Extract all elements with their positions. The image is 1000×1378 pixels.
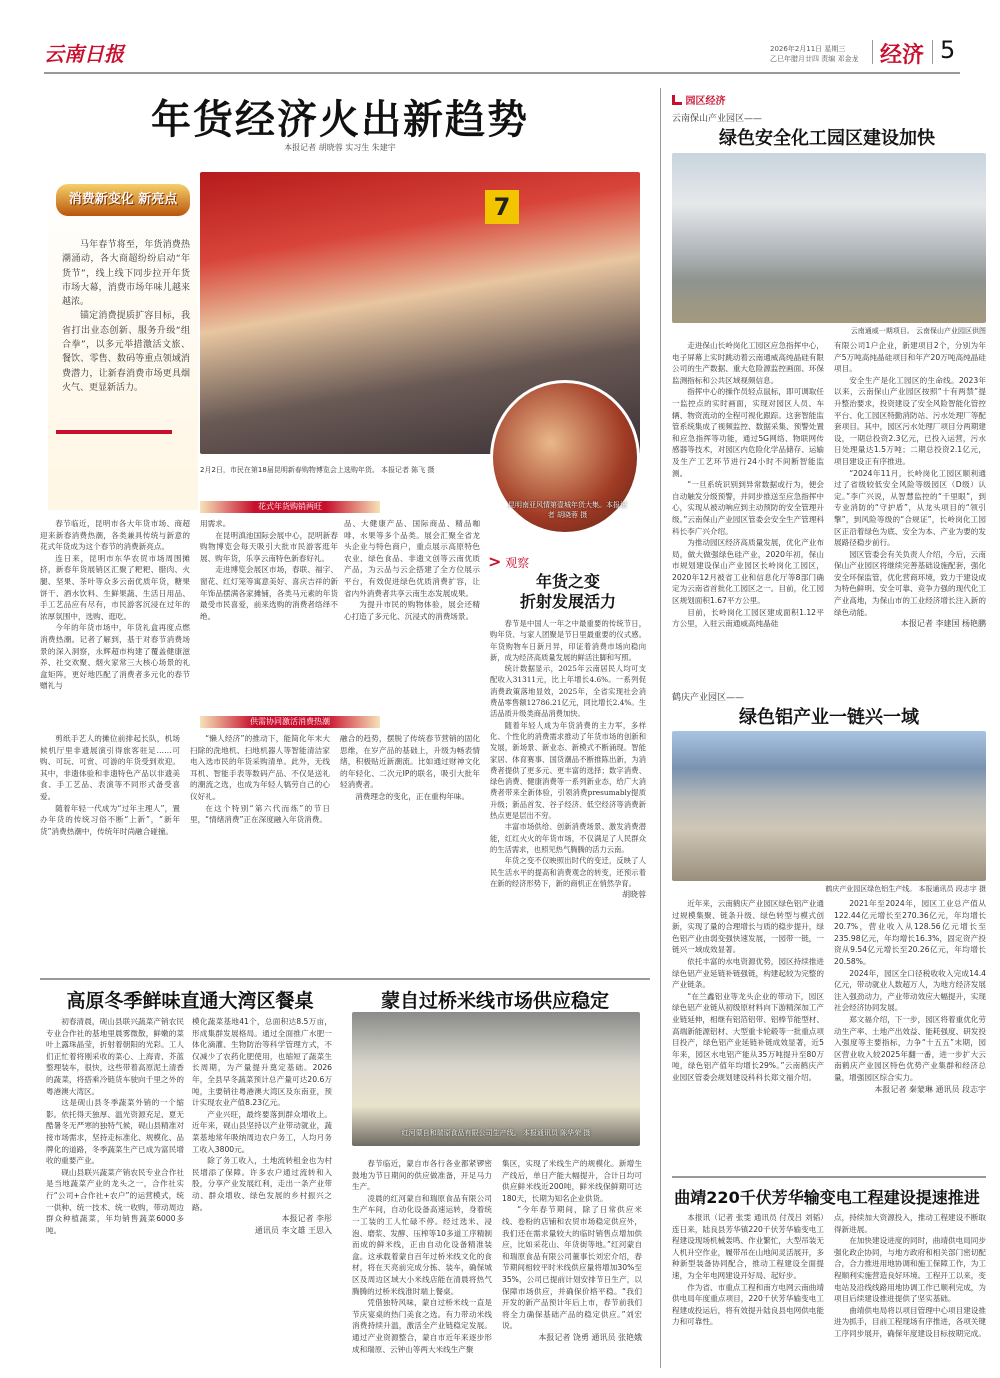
qujing-col-2 — [834, 1212, 986, 1340]
lunar-date: 乙巳年腊月廿四 — [770, 55, 819, 63]
para: 春节临近，蒙自市各行各业都紧锣密鼓地为节日期间的供应做准备，开足马力生产。 — [352, 1159, 492, 1192]
para: “一旦系统识别到异常数据或行为，便会自动触发分级预警，并同步推送至应急指挥中心，实现从被动响应到主动预防的安全管理升级。”云南保山产业园区管委会安全生产管理科科长李广兴介绍。 — [672, 480, 825, 536]
plateau-byline: 本报记者 李彤 — [281, 1214, 332, 1224]
page-number: 5 — [940, 36, 956, 64]
para: “2024年11月，长岭岗化工园区顺利通过了省级较低安全风险等级园区（D级）认定。”李广兴说，从智慧监控的“千里眼”，到专业消防的“守护盾”，从龙头项目的“领引擎”，到风险等级的“合规证”，长岭岗化工园区正沿着绿色为底、安全为本、产业为要的发展路径稳步前行。 — [834, 468, 986, 548]
para: 作为省、市重点工程和南方电网云南曲靖供电局年度重点项目，220千伏芳华输变电工程建成投运后，将有效提升陆良县电网供电能力和可靠性。 — [672, 1282, 824, 1327]
park1-photo — [672, 153, 986, 323]
article-row2-col-1 — [40, 733, 180, 837]
divider — [40, 978, 650, 980]
para: 有限公司1户企业，新建项目2个，分别为年产5万吨高纯晶硅项目和年产20万吨高纯晶硅项目。 — [834, 341, 986, 374]
plateau-headline: 高原冬季鲜味直通大湾区餐桌 — [66, 990, 314, 1012]
para: “在兰鑫铝业等龙头企业的带动下，园区绿色铝产业链从初级原材料向下游精深加工产业链延伸，相继有铝箔铝带、铝棒节能型材、高端新能源铝材、大型重卡轮毂等一批重点项目投产，绿色铝产业延链补链成效显著，近5年来，园区水电铝产能从35万吨提升至80万吨，绿色铝产值年均增长29%。”云南鹤庆产业园区管委会规划建设科科长郑文福介绍。 — [672, 991, 824, 1082]
observe-author: 胡晓蓉 — [622, 890, 646, 900]
para: 融合的趋势，摆脱了传统春节营销的固化思维，在岁产品的基础上，升级为畅表情绪，积极贴近新潮流。比如通过财神文化的年轻化、二次元IP的联名，吸引大批年轻消费者。 — [340, 734, 480, 790]
para: 2024年，园区全口径税收收入完成14.4亿元，带动就业人数超万人，为地方经济发展注入强劲动力，产业带动效应大幅提升，实现社会经济协同发展。 — [834, 968, 986, 1013]
park2-subtitle: 鹤庆产业园区—— — [672, 693, 745, 703]
para: 模化蔬菜基地41个，总面积达8.5万亩，形成集群发展格局。通过全面推广水肥一体化滴灌、生物防治等科学管理方式，不仅减少了农药化肥使用，也缩短了蔬菜生长周期，为产量提升奠定基础。2026年，全县早冬蔬菜预计总产量可达20.6万吨，主要销往粤港澳大湾区及东南亚，预计实现农业产值8.23亿元。 — [192, 1017, 332, 1108]
para: 安全生产是化工园区的生命线。2023年以来，云南保山产业园区按照“十有两禁”提升整治要求，投资建设了安全风险智能化管控平台、化工园区特勤消防站、污水处理厂等配套项目。其中，园区污水处理厂项目分两期建设，一期总投资2.3亿元，已投入运营，污水日处理量达1.5万吨；二期总投资2.1亿元，项目建设正有序推进。 — [834, 375, 986, 466]
para: 除了务工收入，土地流转租金也为村民增添了保障。许多农户通过流转和入股，分享产业发展红利，走出一条产业带动、群众增收、绿色发展的乡村振兴之路。 — [192, 1156, 332, 1212]
booth-number: 7 — [485, 190, 519, 224]
para: 凭借独特风味，蒙自过桥米线一直是节庆宴桌的热门美食之选。有力带动米线消费持续升温，激活全产业链稳定发展。通过产业资源整合，蒙自市近年来逐步形成和瑞原、云钟山等两大米线生产聚 — [352, 1298, 492, 1354]
lead-text — [62, 238, 190, 395]
para: 春节临近，昆明市各大年货市场、商超迎来新春消费热潮，各类兼具传统与新意的花式年货成为这个春节的消费新亮点。 — [40, 519, 190, 552]
divider — [672, 1176, 986, 1178]
park2-photo — [672, 731, 986, 881]
lead-divider — [56, 430, 172, 434]
para: 随着年轻一代成为“过年主理人”，置办年货的传统习俗不断“上新”，“新年货”消费热潮中，传统年时尚融合碰撞。 — [40, 803, 180, 836]
qujing-headline: 曲靖220千伏芳华输变电工程建设提速推进 — [674, 1188, 980, 1207]
para: 在加快建设进度的同时，曲靖供电局同步强化政企协同，与地方政府和相关部门密切配合，合力推进用地协调和施工保障工作，为工程顺利实施营造良好环境。工程开工以来，变电站及沿线线路用地协调工作已顺利完成，为项目后续建设推进提供了坚实基础。 — [834, 1236, 986, 1304]
mengzi-headline: 蒙自过桥米线市场供应稳定 — [380, 990, 609, 1012]
para: 为推动园区经济高质量发展，优化产业布局，做大做强绿色硅产业，2020年初，保山市规划建设保山产业园区长岭岗化工园区，2020年12月被省工业和信息化厅等8部门确定为云南省首批化工园区之一。目前，化工园区规划面积1.67平方公里。 — [672, 538, 824, 606]
park1-col-2 — [834, 340, 986, 630]
para: 今年的年货市场中，年货礼盒再度点燃消费热潮。记者了解到，基于对春节消费场景的深入洞察，永辉超市构建了覆盖健康滋养、社交欢聚、烟火家常三大核心场景的礼盒矩阵，更好地匹配了消费者多元化的春节赠礼与 — [40, 623, 190, 691]
mengzi-byline: 本报记者 饶勇 通讯员 张艳娥 — [538, 1332, 642, 1342]
para: 随着年轻人成为年货消费的主力军，多样化、个性化的消费需求推动了年货市场的创新和发展，新场景、新业态、新模式不断涌现。智能家居、体育赛事、国货潮品不断推陈出新，为消费者提供了更多元、更丰富的选择；数字消费、绿色消费、健康消费等一系列新业态，给广大消费者带来全新体验，引领消费presumably提质升级；新品首发、谷子经济、低空经济等消费新热点更是层出不穷。 — [490, 720, 646, 821]
para: 2021年至2024年，园区工业总产值从122.44亿元增长至270.36亿元，年均增长20.7%，营业收入从128.56亿元增长至235.98亿元，年均增长16.3%，固定资产投资从9.54亿元增长至20.26亿元，年均增长20.58%。 — [834, 899, 986, 966]
column-divider — [660, 88, 661, 1368]
masthead-rule — [44, 72, 960, 74]
para: 目前，长岭岗化工园区建成面积1.12平方公里，入驻云南通威高纯晶硅 — [672, 607, 824, 629]
para: 品、大健康产品、国际商品、精品咖啡、水果等多个品类。展会汇聚全省龙头企业与特色商户，重点展示高原特色农业、绿色食品、非遗文创等云南优质产品，为云品与云企搭建了全方位展示平台，有效促进绿色优质消费扩容，让省内外消费者共享云南生态发展成果。 — [344, 519, 480, 598]
observe-title-line: 折射发展活力 — [519, 592, 616, 611]
lead-para: 锚定消费提质扩容目标，我省打出业态创新、服务升级“组合拳”，以多元举措激活文旅、餐饮、零售、数码等重点领域消费潜力，让新春消费市场更具烟火气、更显新活力。 — [62, 311, 190, 393]
observe-title-line: 年货之变 — [535, 572, 600, 591]
para: 砚山县联兴蔬菜产销农民专业合作社是当地蔬菜产业的龙头之一，合作社实行“公司+合作社+农户”的运营模式，统一供种、统一技术、统一收购，带动周边群众种植蔬菜，年均销售蔬菜6000多吨。 — [46, 1167, 184, 1235]
para: 指挥中心的操作员轻点鼠标，即可调取任一监控点的实时画面，实现对园区人员、车辆、物资流动的全程可视化跟踪。这套智能监管系统集成了视频监控、数据采集、预警处置和应急指挥等功能，通过5G网络、物联网传感器等技术，对园区内危险化学品储存、运输及生产工艺环节进行24小时不间断智能监测。 — [672, 387, 824, 478]
park-economy-tag — [672, 92, 725, 107]
park2-headline: 绿色铝产业一链兴一域 — [739, 707, 919, 728]
para: 消费理念的变化，正在重构年味。 — [355, 791, 470, 801]
masthead-logo: 云南日报 — [44, 42, 124, 66]
para: 春节是中国人一年之中最重要的传统节日，购年货、与家人团聚是节日里最重要的仪式感。年货购物车日新月异，印证着消费市场向稳向新，成为经济高质量发展的鲜活注脚和写照。 — [490, 619, 646, 662]
park1-caption: 云南通威一期项目。 云南保山产业园区供图 — [850, 327, 986, 335]
para: 丰富市场供给、创新消费场景、激发消费潜能，红红火火的年货市场，不仅满足了人民群众的生活需求，也照见热气腾腾的活力云南。 — [490, 822, 646, 854]
plateau-col-1 — [46, 1016, 184, 1236]
para: 在昆明滇池国际会展中心，昆明新春购物博览会每天吸引大批市民游客逛年展、购年货，乐享云南特色新春好礼。 — [200, 530, 338, 563]
para: 走进保山长岭岗化工园区应急指挥中心，电子屏幕上实时跳动着云南通威高纯晶硅有限公司的生产数据、重大危险源监控画面、环保监测指标和公共区域视频信息。 — [672, 341, 824, 385]
para: 郑文福介绍，下一步，园区将着重优化劳动生产率、土地产出效益、能耗强度、研发投入强度等主要指标，力争“十五五”末期，园区营业收入较2025年翻一番，进一步扩大云南鹤庆产业园区特色优势产业集群和经济总量，增强园区综合实力。 — [834, 1014, 986, 1082]
issue-date: 2026年2月11日 星期三 — [770, 45, 846, 53]
para: 这是砚山县冬季蔬菜外销的一个缩影。依托得天独厚、温光资源充足、夏无酷暑冬无严寒的独特气候，砚山县精准对接市场需求，坚持走标准化、规模化、品牌化的道路，冬季蔬菜生产已成为富民增收的重要产业。 — [46, 1098, 184, 1166]
main-photo-caption: 2月2日，市民在第18届昆明新春购物博览会上选购年货。 本报记者 陈飞 摄 — [200, 466, 435, 474]
para: “懒人经济”的推动下，能简化年末大扫除的洗地机、扫地机器人等智能清洁家电入选市民的年货采购清单。此外，无线耳机、智能手表等数码产品、不仅是送礼的潮流之选，也成为年轻人犒劳自己的心仪好礼。 — [190, 734, 330, 801]
article-col-1 — [40, 518, 190, 692]
mengzi-photo — [352, 1012, 640, 1146]
section-band-supply: 供需协同激活消费热潮 — [200, 716, 380, 728]
para: 剪纸手艺人的摊位前排起长队，机场候机厅里非遗展演引得旅客驻足……可购、可玩、可赏、可游的年货受到欢迎。其中，非遗体验和非遗特色产品以非遗美食、手工艺品、表演等不同形式备受喜爱。 — [40, 734, 180, 801]
lead-para: 马年春节将至，年货消费热潮涌动，各大商超纷纷启动“年货节”，线上线下同步拉开年货市场大幕，消费市场年味儿越来越浓。 — [62, 240, 190, 308]
park2-col-2 — [834, 898, 986, 1095]
para: 用需求。 — [200, 519, 231, 528]
banner-consumption: 消费新变化 新亮点 — [56, 184, 190, 216]
para: 集区，实现了米线生产的规模化。新增生产线后，单日产能大幅提升，合计日均可供应鲜米线近200吨，鲜米线保鲜期可达180天，长期为知名企业供货。 — [502, 1159, 642, 1203]
para: 为提升市民的购物体验，展会还精心打造了多元化、沉浸式的消费场景。 — [344, 600, 480, 621]
park-icon — [672, 95, 682, 105]
observe-text — [490, 618, 646, 900]
park1-byline: 本报记者 李建国 杨艳鹏 — [900, 619, 986, 629]
main-byline: 本报记者 胡晓蓉 实习生 朱建宇 — [284, 143, 396, 152]
para: 点，持续加大资源投入，推动工程建设不断取得新进展。 — [834, 1213, 986, 1234]
park1-headline: 绿色安全化工园区建设加快 — [719, 128, 935, 149]
para: 走进博览会展区市场，春联、福字、窗花、红灯笼等寓意美好、喜庆吉祥的新年饰品摆满各家摊铺，各类马元素的年货最受市民喜爱，前来选购的消费者络绎不绝。 — [200, 565, 338, 621]
plateau-col-2 — [192, 1016, 332, 1236]
para: 近年来，云南鹤庆产业园区绿色铝产业通过规模集聚、链条升级、绿色转型与模式创新，实现了量的合理增长与质的稳步提升，绿色铝产业由弱变强快速发展，一园带一链，一链兴一域成效显著。 — [672, 899, 824, 955]
plateau-byline: 通讯员 李文雄 王思入 — [254, 1225, 332, 1235]
park1-col-1 — [672, 340, 824, 630]
article-row2-col-3 — [340, 733, 480, 803]
editor: 责编 邓金龙 — [821, 55, 859, 63]
date-info — [770, 44, 865, 64]
section-name: 经济 — [880, 43, 925, 68]
mengzi-col-2 — [502, 1158, 642, 1344]
para: 凌晨的红河蒙自和瑞原食品有限公司生产车间，自动化设备高速运转，身着统一工装的工人忙碌不停。经过选米、浸泡、磨浆、发酵、压榨等10多道工序精制而成的鲜米线，正由自动化设备精准装盒。这承载着蒙自百年过桥米线文化的食材，将在天亮前完成分拣、装车，确保城区及周边区域大小米线店能在清晨将热气腾腾的过桥米线准时端上餐桌。 — [352, 1193, 492, 1296]
para: 曲靖供电局将以项目管理中心项目建设推进为抓手，目前工程现场有序推进，各项关键工序同步展开，确保年度建设目标按期完成。 — [834, 1305, 986, 1338]
qujing-col-1 — [672, 1212, 824, 1328]
para: 初春清晨，砚山县联兴蔬菜产销农民专业合作社的基地里晨雾微散，鲜嫩的菜叶上露珠晶莹，折射着朝阳的光彩。工人们正忙着将刚采收的菜心、上海青、芥蓝整理装车，很快，这些带着高原泥土清香的蔬菜，将搭乘冷链货车驶向千里之外的粤港澳大湾区。 — [46, 1017, 184, 1096]
mengzi-caption: 红河蒙自和瑞原食品有限公司生产线。 本报通讯员 陈华荣 摄 — [401, 1129, 591, 1137]
masthead-divider — [932, 40, 933, 64]
para: 产业兴旺，最终要落到群众增收上。近年来，砚山县坚持以产业带动就业，蔬菜基地常年吸纳周边农户务工，人均月务工收入3800元。 — [192, 1109, 332, 1154]
para: 年货之变不仅映照出时代的变迁，反映了人民生活水平的提高和消费观念的转变，还预示着在新的经济形势下，新的商机正在悄然孕育。 — [490, 856, 646, 888]
park2-caption: 鹤庆产业园区绿色铝生产线。 本报通讯员 段志宇 摄 — [825, 885, 986, 893]
park2-byline: 本报记者 秦蒙琳 通讯员 段志宇 — [874, 1084, 986, 1094]
para: 统计数据显示，2025年云南居民人均可支配收入31311元，比上年增长4.6%。一系列促消费政策落地显效，2025年，全省实现社会消费品零售额12786.21亿元，同比增长2.4%。生活品质升级类商品消费加快。 — [490, 664, 646, 719]
mengzi-col-1 — [352, 1158, 492, 1355]
circle-photo-caption: 昆明南亚风情第壹城年货大集。本报记者 胡晓蓉 摄 — [508, 501, 627, 519]
para: 在这个特别“第六代而炼”的节日里，“情绪消费”正在深度融入年货消费。 — [190, 803, 330, 825]
observe-title — [488, 572, 648, 612]
park2-col-1 — [672, 898, 824, 1084]
park-economy-label: 园区经济 — [685, 96, 726, 107]
para: 依托丰富的水电资源优势，园区持续推进绿色铝产业延链补链强链，构建起较为完整的产业链条。 — [672, 956, 824, 990]
chevron-right-icon: > — [488, 552, 502, 571]
article-col-2 — [200, 518, 338, 622]
masthead-divider — [872, 40, 873, 64]
park1-subtitle: 云南保山产业园区—— — [672, 114, 763, 124]
article-row2-col-2 — [190, 733, 330, 826]
para: 园区管委会有关负责人介绍，今后，云南保山产业园区将继续完善基础设施配套，强化安全环保监管，优化营商环境，致力于建设成为特色鲜明、安全可靠、竞争力强的现代化工产业高地，为保山市的工业经济增长注入新的绿色动能。 — [834, 549, 986, 617]
section-band-sales: 花式年货购销两旺 — [200, 501, 380, 513]
para: “今年春节期间，除了日常供应米线、卷粉的店铺和农贸市场稳定供应外，我们还在需求量较大的临时销售点增加供应，比如采花山、年货街等地。”红河蒙自和瑞原食品有限公司董事长刘宏介绍，春节期间相较平时米线供应量将增加30%至35%，公司已提前计划安排节日生产，以保障市场供应，并确保价格平稳。“我们开发的新产品预计年后上市，春节前我们将全力确保基础产品的稳定供应。”刘宏说。 — [502, 1205, 642, 1331]
article-col-3 — [344, 518, 480, 622]
para: 本报讯（记者 张雯 通讯员 付茂吕 刘韬）连日来，陆良县芳华镇220千伏芳华输变电工程建设现场机械轰鸣、作业繁忙，大型吊装无人机升空作业，履带吊在山地间灵活展开，多种新型装备协同配合，推动工程建设全面提速，为全年电网建设开好局、起好步。 — [672, 1213, 824, 1280]
main-headline: 年货经济火出新趋势 — [151, 97, 529, 143]
observe-tag — [488, 552, 529, 571]
para: 连日来，昆明市东华农贸市场周围摊挤，新春年货展销区汇聚了粑粑、腊肉、火腿、坚果、茶叶等众多云南优质年货，糖果饼干、酒水饮料、生鲜果蔬、生活日用品、手工艺品应有尽有，市民游客沉浸在过年的浓厚氛围中，选购、逛吃。 — [40, 553, 190, 621]
observe-label: 观察 — [505, 556, 530, 570]
